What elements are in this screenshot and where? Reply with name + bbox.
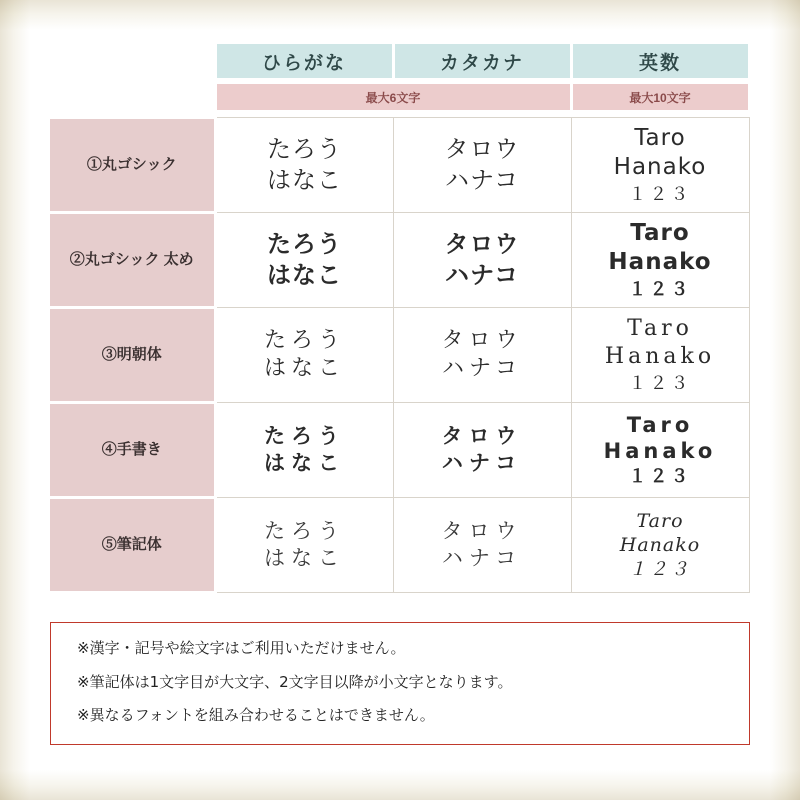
header-alphanumeric: 英数: [571, 44, 749, 78]
sample-line: １２３: [628, 466, 692, 488]
sample-line: １２３: [628, 372, 692, 394]
sample-line: たろう: [263, 327, 345, 353]
subheader-spacer-row: [50, 110, 749, 118]
note-item: ※漢字・記号や絵文字はご利用いただけません。: [77, 639, 406, 657]
sample-line: Taro: [627, 316, 693, 342]
font-sample-table: [50, 44, 751, 594]
sample-line: Taro: [636, 510, 684, 533]
row-label-maru-gothic-bold: [50, 213, 215, 308]
sample-katakana-mincho: [393, 308, 571, 403]
sample-line: ハナコ: [441, 356, 523, 381]
note-item: ※筆記体は1文字目が大文字、2文字目以降が小文字となります。: [77, 672, 513, 691]
row-label-mincho: ③明朝体: [50, 308, 215, 403]
table-row: [50, 118, 749, 213]
sample-line: Taro: [626, 412, 694, 437]
row-label-line: 太め: [163, 251, 194, 269]
sample-line: ハナコ: [441, 546, 523, 570]
table-subheader-row: [50, 84, 749, 110]
row-label-line: ②丸ゴシック: [69, 251, 160, 269]
sample-hiragana-script: [215, 498, 393, 593]
sample-hiragana-maru-gothic-bold: [215, 213, 393, 308]
sample-line: １２３: [628, 183, 692, 205]
sample-katakana-maru-gothic: [393, 118, 571, 213]
sample-line: タロウ: [441, 424, 523, 449]
sample-line: はなこ: [267, 261, 342, 289]
sample-katakana-maru-gothic-bold: [393, 213, 571, 308]
sample-alnum-maru-gothic-bold: [571, 213, 749, 308]
sample-katakana-handwriting: [393, 403, 571, 498]
sample-hiragana-handwriting: [215, 403, 393, 498]
sample-alnum-maru-gothic: [571, 118, 749, 213]
table-row: [50, 308, 749, 403]
sample-katakana-script: [393, 498, 571, 593]
sample-line: たろう: [267, 230, 342, 259]
sample-line: タロウ: [441, 327, 523, 353]
header-katakana: カタカナ: [393, 44, 571, 78]
sample-line: Hanako: [604, 344, 716, 370]
table-row: [50, 498, 749, 593]
sample-alnum-mincho: [571, 308, 749, 403]
sample-line: タロウ: [444, 135, 520, 164]
sample-line: はなこ: [263, 356, 345, 381]
row-label-script: ⑤筆記体: [50, 498, 215, 593]
subheader-corner-blank: [50, 84, 215, 110]
sample-line: ハナコ: [441, 451, 523, 475]
subheader-max-10-chars: 最大10文字: [571, 84, 749, 110]
notes-box: [50, 622, 750, 745]
header-corner-blank: [50, 44, 215, 78]
sample-alnum-script: [571, 498, 749, 593]
sample-line: ハナコ: [444, 261, 520, 289]
spacer-cell: [215, 110, 393, 118]
sample-line: タロウ: [441, 519, 523, 544]
sample-hiragana-mincho: [215, 308, 393, 403]
subheader-max-6-chars: 最大6文字: [215, 84, 571, 110]
sample-line: Hanako: [619, 534, 701, 557]
sample-line: Taro: [634, 125, 686, 152]
spacer-cell: [50, 110, 215, 118]
sample-line: タロウ: [444, 230, 520, 259]
spacer-cell: [393, 110, 571, 118]
sample-line: たろう: [264, 424, 345, 449]
spacer-cell: [571, 110, 749, 118]
sample-line: Taro: [630, 220, 690, 247]
sample-line: １２３: [628, 278, 692, 300]
sample-line: １２３: [628, 558, 692, 580]
sample-line: Hanako: [608, 249, 712, 276]
sample-line: たろう: [264, 519, 345, 544]
sample-line: はなこ: [264, 546, 345, 570]
table-row: [50, 213, 749, 308]
sample-hiragana-maru-gothic: [215, 118, 393, 213]
row-label-handwriting: ④手書き: [50, 403, 215, 498]
sample-line: Hanako: [603, 439, 717, 464]
header-hiragana: ひらがな: [215, 44, 393, 78]
table-header-row: [50, 44, 749, 78]
table-row: [50, 403, 749, 498]
sample-line: Hanako: [613, 154, 707, 181]
note-item: ※異なるフォントを組み合わせることはできません。: [77, 706, 435, 724]
row-label-maru-gothic: ①丸ゴシック: [50, 118, 215, 213]
sample-line: たろう: [267, 135, 342, 164]
sample-alnum-handwriting: [571, 403, 749, 498]
sample-line: ハナコ: [444, 166, 520, 194]
sample-line: はなこ: [267, 166, 342, 194]
sample-line: はなこ: [264, 451, 345, 475]
